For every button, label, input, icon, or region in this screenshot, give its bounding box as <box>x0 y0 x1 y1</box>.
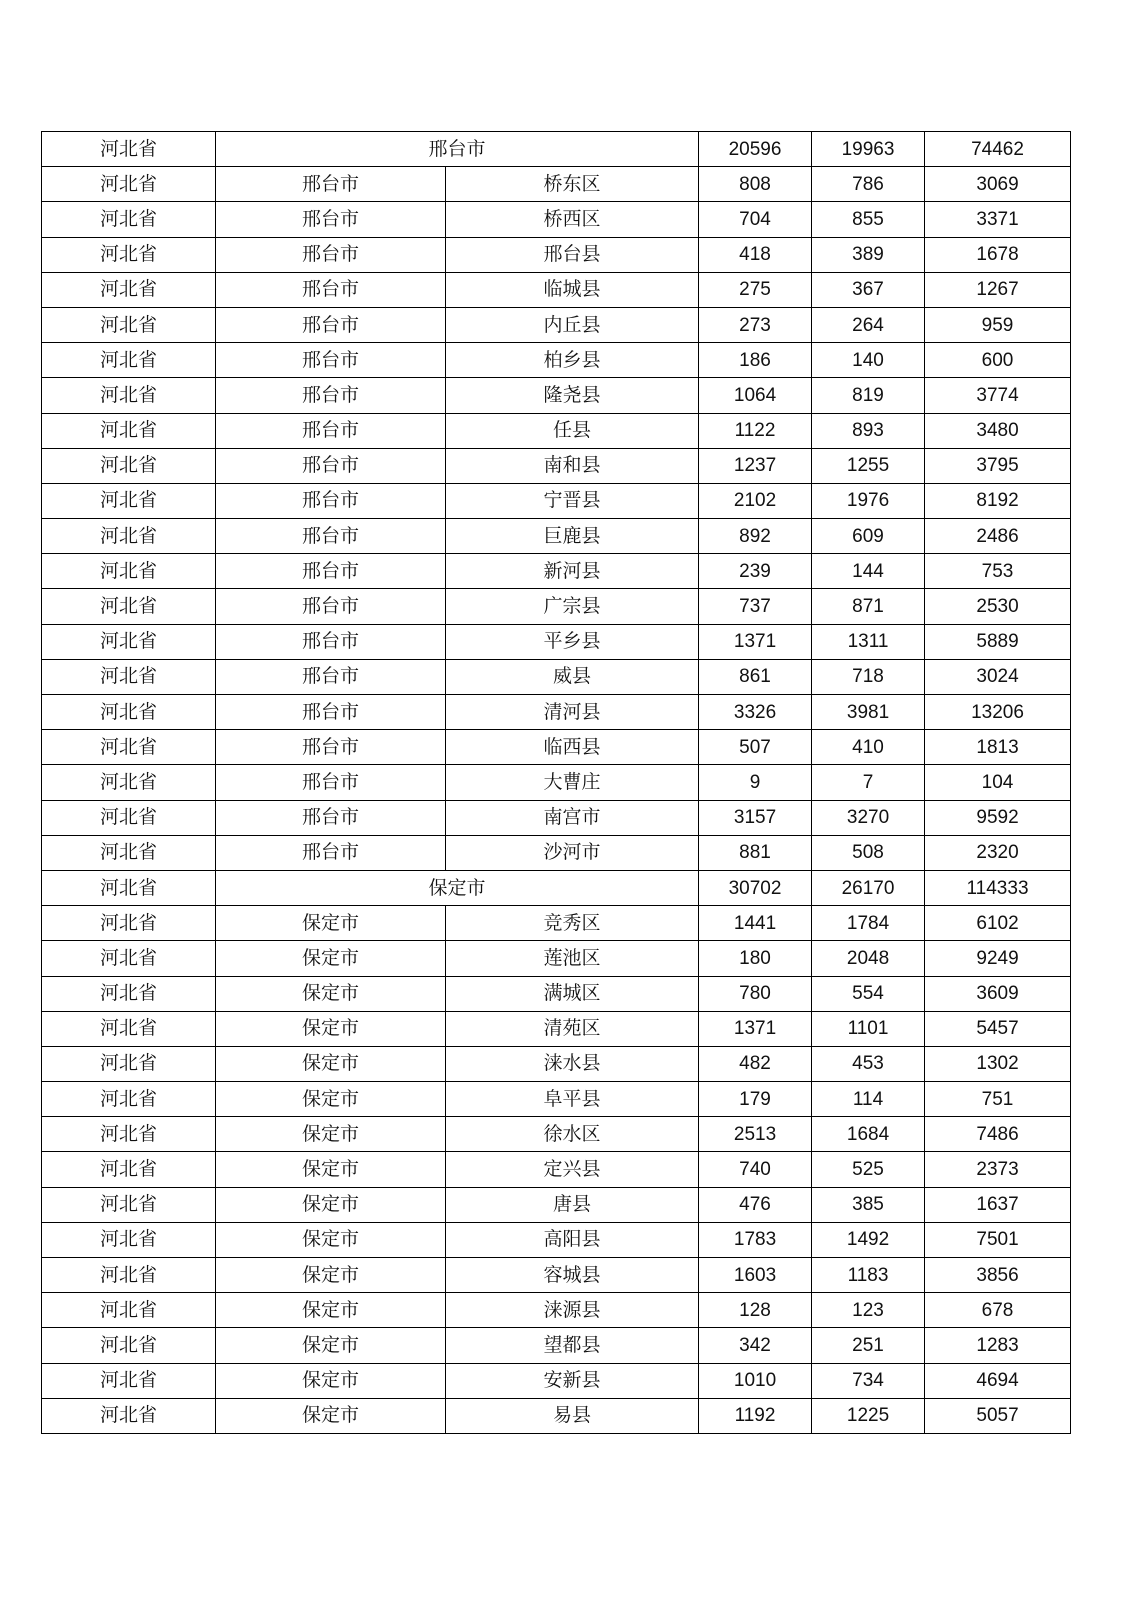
table-row <box>42 1222 1071 1257</box>
value-cell-1: 180 <box>699 941 812 976</box>
city-cell: 邢台市 <box>216 237 446 272</box>
value-cell-3: 6102 <box>925 906 1071 941</box>
value-cell-2: 367 <box>812 272 925 307</box>
table-row <box>42 343 1071 378</box>
province-cell: 河北省 <box>42 272 216 307</box>
value-cell-1: 861 <box>699 659 812 694</box>
county-cell: 容城县 <box>446 1258 699 1293</box>
table-row <box>42 413 1071 448</box>
value-cell-2: 123 <box>812 1293 925 1328</box>
value-cell-1: 418 <box>699 237 812 272</box>
county-cell: 莲池区 <box>446 941 699 976</box>
province-cell: 河北省 <box>42 835 216 870</box>
province-cell: 河北省 <box>42 1187 216 1222</box>
table-body <box>42 132 1071 1434</box>
city-cell: 保定市 <box>216 1082 446 1117</box>
value-cell-3: 5057 <box>925 1398 1071 1433</box>
county-cell: 高阳县 <box>446 1222 699 1257</box>
value-cell-3: 13206 <box>925 695 1071 730</box>
province-cell: 河北省 <box>42 1363 216 1398</box>
city-cell: 保定市 <box>216 976 446 1011</box>
value-cell-3: 5889 <box>925 624 1071 659</box>
province-cell: 河北省 <box>42 1222 216 1257</box>
city-cell: 邢台市 <box>216 132 699 167</box>
value-cell-3: 1678 <box>925 237 1071 272</box>
value-cell-1: 275 <box>699 272 812 307</box>
value-cell-3: 1813 <box>925 730 1071 765</box>
table-row <box>42 237 1071 272</box>
county-cell: 沙河市 <box>446 835 699 870</box>
value-cell-1: 737 <box>699 589 812 624</box>
value-cell-2: 385 <box>812 1187 925 1222</box>
value-cell-1: 3326 <box>699 695 812 730</box>
value-cell-1: 808 <box>699 167 812 202</box>
city-cell: 保定市 <box>216 1363 446 1398</box>
city-total-row <box>42 132 1071 167</box>
city-cell: 邢台市 <box>216 765 446 800</box>
city-total-row <box>42 870 1071 905</box>
province-cell: 河北省 <box>42 659 216 694</box>
table-row <box>42 589 1071 624</box>
province-cell: 河北省 <box>42 1117 216 1152</box>
table-row <box>42 272 1071 307</box>
province-cell: 河北省 <box>42 343 216 378</box>
province-cell: 河北省 <box>42 448 216 483</box>
table-row <box>42 695 1071 730</box>
county-cell: 威县 <box>446 659 699 694</box>
value-cell-3: 678 <box>925 1293 1071 1328</box>
city-cell: 邢台市 <box>216 272 446 307</box>
county-cell: 大曹庄 <box>446 765 699 800</box>
province-cell: 河北省 <box>42 941 216 976</box>
value-cell-1: 239 <box>699 554 812 589</box>
value-cell-1: 1010 <box>699 1363 812 1398</box>
table-row <box>42 730 1071 765</box>
county-cell: 阜平县 <box>446 1082 699 1117</box>
value-cell-3: 114333 <box>925 870 1071 905</box>
table-row <box>42 976 1071 1011</box>
value-cell-1: 1371 <box>699 1011 812 1046</box>
province-cell: 河北省 <box>42 1046 216 1081</box>
value-cell-3: 4694 <box>925 1363 1071 1398</box>
province-cell: 河北省 <box>42 1293 216 1328</box>
value-cell-1: 9 <box>699 765 812 800</box>
county-cell: 满城区 <box>446 976 699 1011</box>
value-cell-1: 1783 <box>699 1222 812 1257</box>
value-cell-1: 2102 <box>699 483 812 518</box>
county-cell: 隆尧县 <box>446 378 699 413</box>
city-cell: 保定市 <box>216 1152 446 1187</box>
table-row <box>42 1363 1071 1398</box>
value-cell-2: 3270 <box>812 800 925 835</box>
value-cell-3: 1283 <box>925 1328 1071 1363</box>
county-cell: 柏乡县 <box>446 343 699 378</box>
value-cell-2: 1976 <box>812 483 925 518</box>
province-cell: 河北省 <box>42 695 216 730</box>
value-cell-2: 554 <box>812 976 925 1011</box>
value-cell-2: 1183 <box>812 1258 925 1293</box>
value-cell-1: 1441 <box>699 906 812 941</box>
city-cell: 保定市 <box>216 1117 446 1152</box>
province-cell: 河北省 <box>42 1258 216 1293</box>
value-cell-3: 3371 <box>925 202 1071 237</box>
value-cell-3: 1637 <box>925 1187 1071 1222</box>
city-cell: 邢台市 <box>216 483 446 518</box>
province-cell: 河北省 <box>42 1011 216 1046</box>
county-cell: 南和县 <box>446 448 699 483</box>
county-cell: 平乡县 <box>446 624 699 659</box>
value-cell-3: 2320 <box>925 835 1071 870</box>
value-cell-1: 30702 <box>699 870 812 905</box>
value-cell-2: 1225 <box>812 1398 925 1433</box>
value-cell-2: 855 <box>812 202 925 237</box>
value-cell-1: 20596 <box>699 132 812 167</box>
value-cell-3: 600 <box>925 343 1071 378</box>
value-cell-2: 1101 <box>812 1011 925 1046</box>
county-cell: 桥东区 <box>446 167 699 202</box>
city-cell: 保定市 <box>216 1398 446 1433</box>
value-cell-2: 264 <box>812 307 925 342</box>
value-cell-2: 609 <box>812 519 925 554</box>
county-cell: 桥西区 <box>446 202 699 237</box>
table-row <box>42 1293 1071 1328</box>
value-cell-2: 453 <box>812 1046 925 1081</box>
county-cell: 易县 <box>446 1398 699 1433</box>
value-cell-3: 3609 <box>925 976 1071 1011</box>
value-cell-2: 2048 <box>812 941 925 976</box>
value-cell-2: 734 <box>812 1363 925 1398</box>
city-cell: 邢台市 <box>216 624 446 659</box>
province-cell: 河北省 <box>42 167 216 202</box>
city-cell: 邢台市 <box>216 730 446 765</box>
value-cell-3: 8192 <box>925 483 1071 518</box>
value-cell-1: 1237 <box>699 448 812 483</box>
value-cell-3: 7486 <box>925 1117 1071 1152</box>
table-row <box>42 765 1071 800</box>
province-cell: 河北省 <box>42 1152 216 1187</box>
province-cell: 河北省 <box>42 132 216 167</box>
county-cell: 新河县 <box>446 554 699 589</box>
value-cell-2: 1255 <box>812 448 925 483</box>
county-cell: 清苑区 <box>446 1011 699 1046</box>
city-cell: 邢台市 <box>216 800 446 835</box>
province-cell: 河北省 <box>42 870 216 905</box>
city-cell: 邢台市 <box>216 554 446 589</box>
value-cell-1: 186 <box>699 343 812 378</box>
city-cell: 保定市 <box>216 1046 446 1081</box>
county-cell: 望都县 <box>446 1328 699 1363</box>
value-cell-2: 1684 <box>812 1117 925 1152</box>
value-cell-2: 410 <box>812 730 925 765</box>
county-cell: 定兴县 <box>446 1152 699 1187</box>
value-cell-1: 892 <box>699 519 812 554</box>
value-cell-1: 780 <box>699 976 812 1011</box>
county-cell: 安新县 <box>446 1363 699 1398</box>
table-row <box>42 519 1071 554</box>
value-cell-3: 9592 <box>925 800 1071 835</box>
province-cell: 河北省 <box>42 1328 216 1363</box>
province-cell: 河北省 <box>42 519 216 554</box>
value-cell-1: 881 <box>699 835 812 870</box>
value-cell-1: 273 <box>699 307 812 342</box>
county-cell: 竞秀区 <box>446 906 699 941</box>
province-cell: 河北省 <box>42 1082 216 1117</box>
value-cell-2: 508 <box>812 835 925 870</box>
province-cell: 河北省 <box>42 202 216 237</box>
value-cell-2: 7 <box>812 765 925 800</box>
province-cell: 河北省 <box>42 307 216 342</box>
value-cell-3: 104 <box>925 765 1071 800</box>
county-cell: 临城县 <box>446 272 699 307</box>
value-cell-2: 140 <box>812 343 925 378</box>
value-cell-2: 893 <box>812 413 925 448</box>
value-cell-3: 3024 <box>925 659 1071 694</box>
table-row <box>42 167 1071 202</box>
county-cell: 涞水县 <box>446 1046 699 1081</box>
province-cell: 河北省 <box>42 413 216 448</box>
city-cell: 邢台市 <box>216 519 446 554</box>
city-cell: 邢台市 <box>216 202 446 237</box>
value-cell-3: 2373 <box>925 1152 1071 1187</box>
value-cell-2: 144 <box>812 554 925 589</box>
value-cell-3: 2486 <box>925 519 1071 554</box>
table-row <box>42 483 1071 518</box>
value-cell-3: 959 <box>925 307 1071 342</box>
city-cell: 邢台市 <box>216 589 446 624</box>
table-row <box>42 448 1071 483</box>
value-cell-3: 753 <box>925 554 1071 589</box>
province-cell: 河北省 <box>42 800 216 835</box>
value-cell-1: 507 <box>699 730 812 765</box>
county-cell: 南宫市 <box>446 800 699 835</box>
value-cell-1: 128 <box>699 1293 812 1328</box>
city-cell: 保定市 <box>216 1222 446 1257</box>
value-cell-1: 342 <box>699 1328 812 1363</box>
value-cell-1: 1122 <box>699 413 812 448</box>
county-cell: 邢台县 <box>446 237 699 272</box>
value-cell-1: 482 <box>699 1046 812 1081</box>
table-row <box>42 800 1071 835</box>
value-cell-3: 1302 <box>925 1046 1071 1081</box>
city-cell: 邢台市 <box>216 413 446 448</box>
value-cell-3: 751 <box>925 1082 1071 1117</box>
value-cell-3: 1267 <box>925 272 1071 307</box>
value-cell-3: 74462 <box>925 132 1071 167</box>
table-row <box>42 906 1071 941</box>
city-cell: 邢台市 <box>216 835 446 870</box>
county-cell: 宁晋县 <box>446 483 699 518</box>
province-cell: 河北省 <box>42 378 216 413</box>
table-row <box>42 835 1071 870</box>
value-cell-2: 1492 <box>812 1222 925 1257</box>
table-row <box>42 1011 1071 1046</box>
city-cell: 邢台市 <box>216 343 446 378</box>
table-row <box>42 1082 1071 1117</box>
value-cell-3: 3774 <box>925 378 1071 413</box>
value-cell-1: 1064 <box>699 378 812 413</box>
value-cell-1: 2513 <box>699 1117 812 1152</box>
value-cell-1: 1603 <box>699 1258 812 1293</box>
city-cell: 邢台市 <box>216 695 446 730</box>
table-row <box>42 1258 1071 1293</box>
city-cell: 保定市 <box>216 906 446 941</box>
table-row <box>42 554 1071 589</box>
value-cell-2: 26170 <box>812 870 925 905</box>
value-cell-3: 9249 <box>925 941 1071 976</box>
province-cell: 河北省 <box>42 624 216 659</box>
county-cell: 巨鹿县 <box>446 519 699 554</box>
county-cell: 唐县 <box>446 1187 699 1222</box>
table-row <box>42 941 1071 976</box>
city-cell: 保定市 <box>216 870 699 905</box>
table-row <box>42 659 1071 694</box>
city-cell: 邢台市 <box>216 659 446 694</box>
value-cell-3: 3069 <box>925 167 1071 202</box>
value-cell-3: 3856 <box>925 1258 1071 1293</box>
county-cell: 徐水区 <box>446 1117 699 1152</box>
value-cell-2: 1784 <box>812 906 925 941</box>
value-cell-3: 3480 <box>925 413 1071 448</box>
value-cell-1: 179 <box>699 1082 812 1117</box>
value-cell-2: 871 <box>812 589 925 624</box>
province-cell: 河北省 <box>42 1398 216 1433</box>
value-cell-1: 1371 <box>699 624 812 659</box>
province-cell: 河北省 <box>42 765 216 800</box>
table-row <box>42 1152 1071 1187</box>
table-row <box>42 1398 1071 1433</box>
province-cell: 河北省 <box>42 906 216 941</box>
city-cell: 邢台市 <box>216 448 446 483</box>
county-cell: 涞源县 <box>446 1293 699 1328</box>
value-cell-2: 718 <box>812 659 925 694</box>
value-cell-1: 740 <box>699 1152 812 1187</box>
county-cell: 广宗县 <box>446 589 699 624</box>
city-cell: 保定市 <box>216 1293 446 1328</box>
county-cell: 临西县 <box>446 730 699 765</box>
table-row <box>42 1117 1071 1152</box>
value-cell-3: 3795 <box>925 448 1071 483</box>
value-cell-2: 819 <box>812 378 925 413</box>
city-cell: 保定市 <box>216 1011 446 1046</box>
city-cell: 保定市 <box>216 1187 446 1222</box>
city-cell: 邢台市 <box>216 378 446 413</box>
value-cell-3: 5457 <box>925 1011 1071 1046</box>
value-cell-2: 19963 <box>812 132 925 167</box>
province-cell: 河北省 <box>42 554 216 589</box>
city-cell: 邢台市 <box>216 167 446 202</box>
table-row <box>42 1328 1071 1363</box>
table-row <box>42 202 1071 237</box>
value-cell-1: 476 <box>699 1187 812 1222</box>
county-cell: 任县 <box>446 413 699 448</box>
city-cell: 保定市 <box>216 1328 446 1363</box>
value-cell-2: 525 <box>812 1152 925 1187</box>
value-cell-1: 704 <box>699 202 812 237</box>
statistics-table <box>41 131 1071 1434</box>
city-cell: 邢台市 <box>216 307 446 342</box>
table-row <box>42 1187 1071 1222</box>
city-cell: 保定市 <box>216 941 446 976</box>
county-cell: 内丘县 <box>446 307 699 342</box>
table-row <box>42 1046 1071 1081</box>
province-cell: 河北省 <box>42 589 216 624</box>
value-cell-3: 7501 <box>925 1222 1071 1257</box>
table-row <box>42 624 1071 659</box>
province-cell: 河北省 <box>42 730 216 765</box>
city-cell: 保定市 <box>216 1258 446 1293</box>
value-cell-1: 3157 <box>699 800 812 835</box>
province-cell: 河北省 <box>42 976 216 1011</box>
value-cell-2: 1311 <box>812 624 925 659</box>
value-cell-1: 1192 <box>699 1398 812 1433</box>
value-cell-2: 114 <box>812 1082 925 1117</box>
province-cell: 河北省 <box>42 483 216 518</box>
value-cell-2: 389 <box>812 237 925 272</box>
value-cell-3: 2530 <box>925 589 1071 624</box>
value-cell-2: 3981 <box>812 695 925 730</box>
value-cell-2: 251 <box>812 1328 925 1363</box>
table-row <box>42 307 1071 342</box>
county-cell: 清河县 <box>446 695 699 730</box>
province-cell: 河北省 <box>42 237 216 272</box>
value-cell-2: 786 <box>812 167 925 202</box>
table-row <box>42 378 1071 413</box>
